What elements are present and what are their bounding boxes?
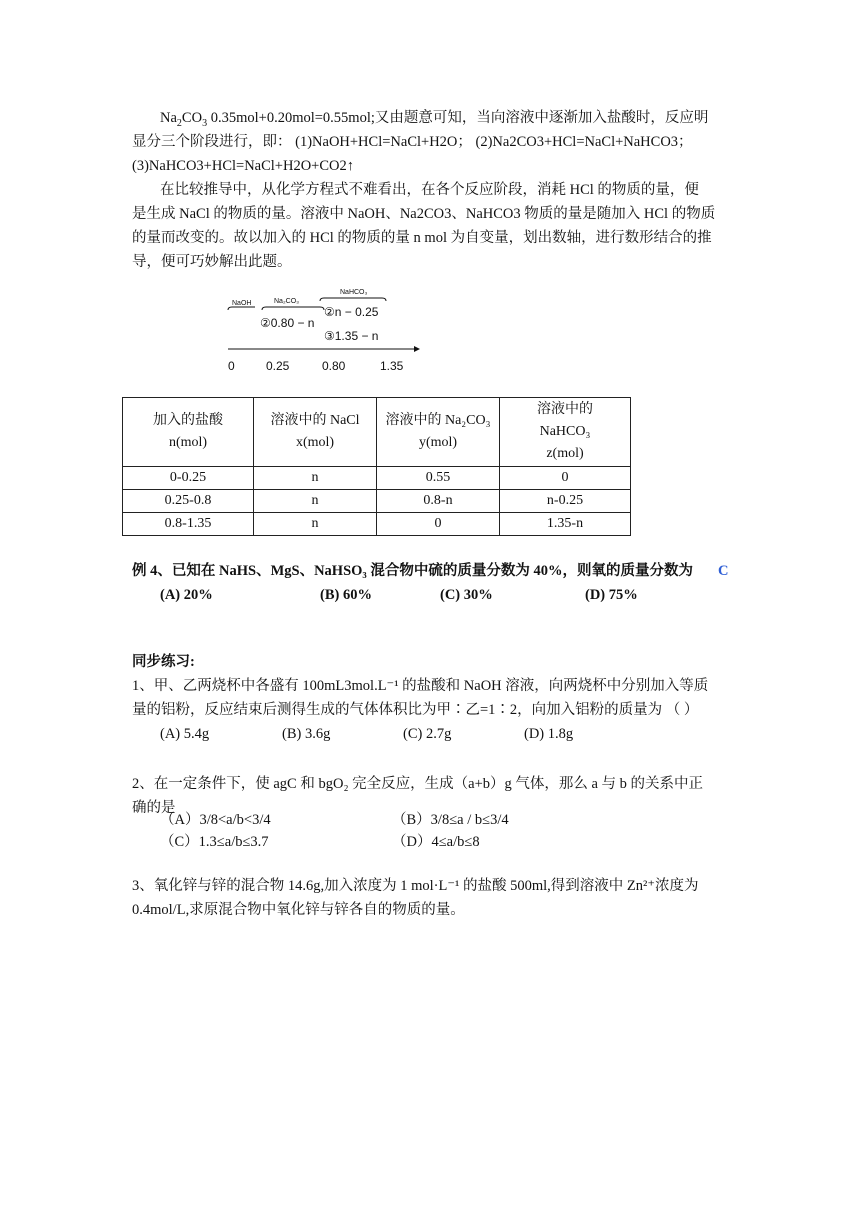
q2-option: （C）1.3≤a/b≤3.7 bbox=[160, 834, 269, 850]
table-cell: 0-0.25 bbox=[123, 467, 254, 490]
table-cell: n-0.25 bbox=[500, 490, 631, 513]
q1-option: (D) 1.8g bbox=[524, 726, 574, 742]
table-cell: 1.35-n bbox=[500, 513, 631, 536]
expr-na2co3: ②0.80 − n bbox=[260, 316, 315, 330]
tick-label: 0 bbox=[228, 359, 235, 373]
number-line-svg bbox=[222, 283, 432, 375]
table-header-cell bbox=[123, 398, 254, 467]
table-header-row bbox=[123, 398, 631, 467]
label-na2co3: Na₂CO₃ bbox=[274, 298, 300, 305]
example4-option: (A) 20% bbox=[160, 587, 213, 603]
example4-option: (D) 75% bbox=[585, 587, 638, 603]
table-row bbox=[123, 490, 631, 513]
q1-option: (B) 3.6g bbox=[282, 726, 331, 742]
example4-question: 例 4、已知在 NaHS、MgS、NaHSO₃ 混合物中硫的质量分数为 40%，则氧的质量分数为 bbox=[132, 563, 694, 579]
table-cell: 0.8-n bbox=[377, 490, 500, 513]
para2-line2: 是生成 NaCl 的物质的量。溶液中 NaOH、Na2CO3、NaHCO3 物质的量是随加入 HCl 的物质 bbox=[132, 206, 716, 222]
header-text: 加入的盐酸 bbox=[153, 413, 223, 428]
axis-arrow-icon bbox=[414, 346, 420, 352]
header-text: 溶液中的 bbox=[537, 402, 593, 417]
q3-line2: 0.4mol/L,求原混合物中氧化锌与锌各自的物质的量。 bbox=[132, 902, 465, 918]
para2-line1: 在比较推导中，从化学方程式不难看出，在各个反应阶段，消耗 HCl 的物质的量，便 bbox=[160, 182, 699, 198]
q2-line1: 2、在一定条件下，使 agC 和 bgO₂ 完全反应，生成（a+b）g 气体，那么 a 与 b 的关系中正 bbox=[132, 776, 704, 792]
header-text: z(mol) bbox=[546, 446, 584, 461]
practice-title: 同步练习: bbox=[132, 654, 195, 670]
label-naoh: NaOH bbox=[232, 300, 252, 307]
header-text: x(mol) bbox=[295, 435, 335, 450]
para2-line4: 导，便可巧妙解出此题。 bbox=[132, 254, 292, 270]
para2-line3: 的量而改变的。故以加入的 HCl 的物质的量 n mol 为自变量，划出数轴，进行数形结合的推 bbox=[132, 230, 712, 246]
q3-line1: 3、氧化锌与锌的混合物 14.6g,加入浓度为 1 mol·L⁻¹ 的盐酸 500ml,得到溶液中 Zn²⁺浓度为 bbox=[132, 878, 699, 894]
table-cell: 0.55 bbox=[377, 467, 500, 490]
tick-label: 1.35 bbox=[380, 359, 404, 373]
table-cell: 0.25-0.8 bbox=[123, 490, 254, 513]
q2-option: （D）4≤a/b≤8 bbox=[392, 834, 480, 850]
table-cell: 0.8-1.35 bbox=[123, 513, 254, 536]
text-fragment: 0.35mol+0.20mol=0.55mol;又由题意可知，当向溶液中逐渐加入盐酸时，反应明 bbox=[207, 110, 709, 126]
na2co3-brace bbox=[262, 307, 324, 310]
para1-line2: 显分三个阶段进行，即： (1)NaOH+HCl=NaCl+H2O； (2)Na2CO3+HCl=NaCl+NaHCO3； bbox=[132, 134, 693, 150]
header-text: y(mol) bbox=[418, 435, 458, 450]
para1-line1: $Na_2CO_3$ 0.35mol+0.20mol=0.55mol;又由题意可知，当向溶液中逐渐加入盐酸时，反应明 bbox=[160, 110, 709, 129]
naoh-brace bbox=[228, 307, 255, 310]
header-text: 溶液中的 NaCl bbox=[270, 413, 360, 428]
tick-label: 0.80 bbox=[322, 359, 346, 373]
label-nahco3: NaHCO₃ bbox=[340, 289, 368, 296]
header-text: 溶液中的 Na₂CO₃ bbox=[385, 413, 491, 428]
table-row bbox=[123, 467, 631, 490]
q1-line1: 1、甲、乙两烧杯中各盛有 100mL3mol.L⁻¹ 的盐酸和 NaOH 溶液，向两烧杯中分别加入等质 bbox=[132, 678, 709, 694]
example4-option: (C) 30% bbox=[440, 587, 493, 603]
table-cell: n bbox=[254, 513, 377, 536]
para1-line3: (3)NaHCO3+HCl=NaCl+H2O+CO2↑ bbox=[132, 158, 355, 174]
q1-option: (C) 2.7g bbox=[403, 726, 452, 742]
tick-label: 0.25 bbox=[266, 359, 290, 373]
q1-option: (A) 5.4g bbox=[160, 726, 210, 742]
example4-answer: C bbox=[718, 563, 729, 579]
table-header-cell bbox=[500, 398, 631, 467]
table-header-cell bbox=[254, 398, 377, 467]
example4-option: (B) 60% bbox=[320, 587, 372, 603]
q2-option: （B）3/8≤a / b≤3/4 bbox=[392, 812, 509, 828]
table-cell: 0 bbox=[500, 467, 631, 490]
text-fragment: CO bbox=[181, 110, 203, 126]
table-cell: n bbox=[254, 490, 377, 513]
table-row bbox=[123, 513, 631, 536]
data-table bbox=[122, 397, 631, 536]
header-text: n(mol) bbox=[168, 435, 208, 450]
text-fragment: Na bbox=[160, 110, 177, 126]
table-cell: n bbox=[254, 467, 377, 490]
header-text: NaHCO₃ bbox=[539, 424, 591, 439]
nahco3-brace bbox=[320, 298, 386, 301]
number-line-diagram bbox=[222, 283, 432, 375]
q2-line2: 确的是 bbox=[132, 800, 176, 816]
table-header-cell bbox=[377, 398, 500, 467]
expr-nahco3: ②n − 0.25 bbox=[324, 305, 379, 319]
expr-nahco3-stage3: ③1.35 − n bbox=[324, 329, 379, 343]
q2-option: （A）3/8<a/b<3/4 bbox=[160, 812, 271, 828]
table-cell: 0 bbox=[377, 513, 500, 536]
q1-line2: 量的铝粉，反应结束后测得生成的气体体积比为甲∶乙=1∶2，向加入铝粉的质量为 （ ） bbox=[132, 702, 699, 718]
